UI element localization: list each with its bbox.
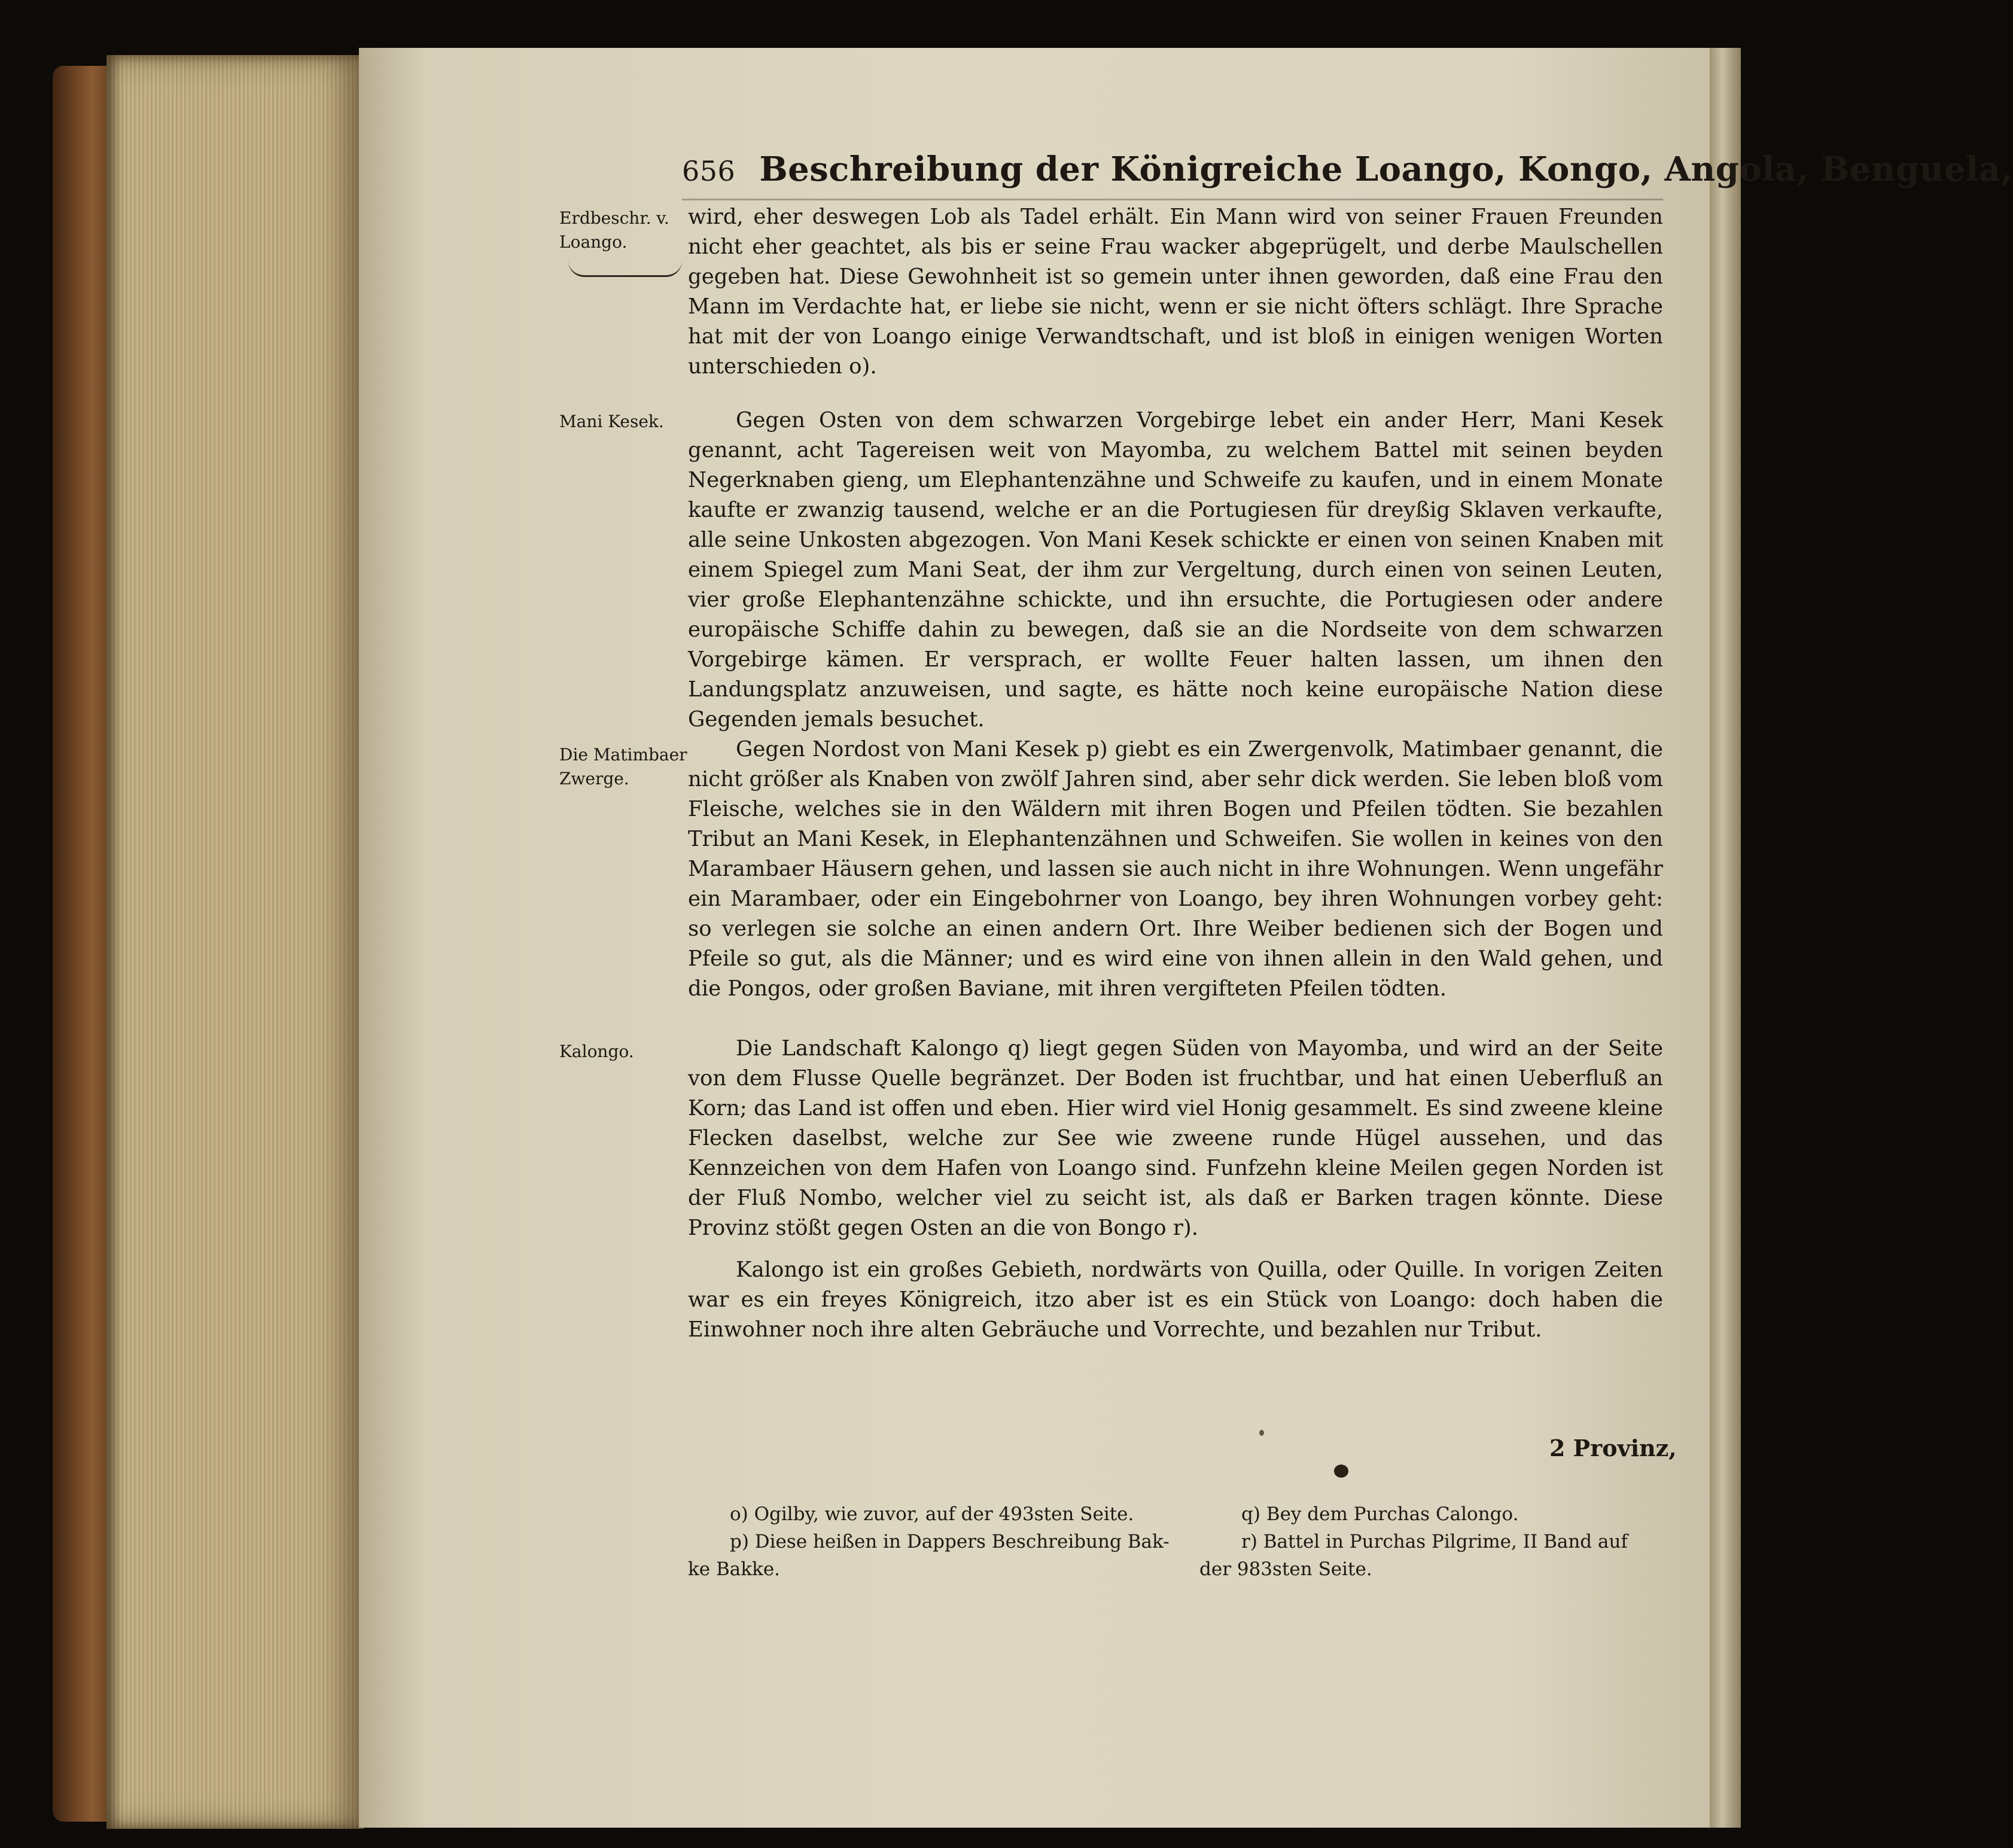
footnote-p-continued: ke Bakke. [688,1558,781,1580]
ink-speck [1259,1430,1264,1436]
marginal-note-matimbaer: Die Matimbaer Zwerge. [559,745,687,788]
paragraph-2: Gegen Osten von dem schwarzen Vorgebirge lebet ein ander Herr, Mani Kesek genannt, acht Tagereisen weit von Mayomba, zu welchem Battel mit seinen beyden Negerknaben gieng, um Elephantenzähne und Schweife zu kaufen, und in einem Monate kaufte er zwanzig tausend, welche er an die Portugiesen für dreyßig Sklaven verkaufte, alle seine Unkosten abgezogen. Von Mani Kesek schickte er einen von seinen Knaben mit einem Spiegel zum Mani Seat, der ihm zur Vergeltung, durch einen von seinen Leuten, vier große Elephantenzähne schickte, und ihn ersuchte, die Portugiesen oder andere europäische Schiffe dahin zu bewegen, daß sie an die Nordseite von dem schwarzen Vorgebirge kämen. Er versprach, er wollte Feuer halten lassen, um ihnen den Landungsplatz anzuweisen, und sagte, es hätte noch keine europäische Nation diese Gegenden jemals besuchet. [688,408,1663,732]
header-title: Beschreibung der Königreiche Loango, Kongo, Angola, Benguela, [759,150,2013,189]
marginal-note-mani-kesek: Mani Kesek. [559,412,664,431]
paragraph-4: Die Landschaft Kalongo q) liegt gegen Süden von Mayomba, und wird an der Seite von dem Flusse Quelle begränzet. Der Boden ist fruchtbar, und hat einen Ueberfluß an Korn; das Land ist offen und eben. Hier wird viel Honig gesammelt. Es sind zweene kleine Flecken daselbst, welche zur See wie zweene runde Hügel aussehen, und das Kennzeichen von dem Hafen von Loango sind. Funfzehn kleine Meilen gegen Norden ist der Fluß Nombo, welcher viel zu seicht ist, als daß er Barken tragen könnte. Diese Provinz stößt gegen Osten an die von Bongo r). [688,1036,1663,1240]
catchword: 2 Provinz, [1549,1435,1677,1462]
footnote-r-continued: der 983sten Seite. [1199,1558,1372,1580]
marginal-note-kalongo: Kalongo. [559,1042,634,1061]
page-block-edges [106,55,364,1829]
footnote-o: o) Ogilby, wie zuvor, auf der 493sten Seite. [730,1503,1134,1525]
footnote-r: r) Battel in Purchas Pilgrime, II Band auf [1241,1531,1628,1552]
running-header [682,150,2013,197]
paragraph-1: wird, eher deswegen Lob als Tadel erhält. Ein Mann wird von seiner Frauen Freunden nicht eher geachtet, als bis er seine Frau wacker abgeprügelt, und derbe Maulschellen gegeben hat. Diese Gewohnheit ist so gemein unter ihnen geworden, daß eine Frau den Mann im Verdachte hat, er liebe sie nicht, wenn er sie nicht öfters schlägt. Ihre Sprache hat mit der von Loango einige Verwandtschaft, und ist bloß in einigen wenigen Worten unterschieden o). [688,205,1663,379]
paragraph-5: Kalongo ist ein großes Gebieth, nordwärts von Quilla, oder Quille. In vorigen Zeiten war es ein freyes Königreich, itzo aber ist es ein Stück von Loango: doch haben die Einwohner noch ihre alten Gebräuche und Vorrechte, und bezahlen nur Tribut. [688,1258,1663,1342]
footnotes-left-column [688,1500,1178,1583]
header-rule [682,199,1663,200]
marginal-note-erdbeschr: Erdbeschr. v. Loango. [559,208,669,252]
footnotes-right-column [1199,1500,1678,1583]
footnote-p: p) Diese heißen in Dappers Beschreibung Bak- [730,1531,1170,1552]
marginal-brace [568,261,682,277]
paragraph-3: Gegen Nordost von Mani Kesek p) giebt es ein Zwergenvolk, Matimbaer genannt, die nicht größer als Knaben von zwölf Jahren sind, aber sehr dick werden. Sie leben bloß vom Fleische, welches sie in den Wäldern mit ihren Bogen und Pfeilen tödten. Sie bezahlen Tribut an Mani Kesek, in Elephantenzähnen und Schweifen. Sie wollen in keines von den Marambaer Häusern gehen, und lassen sie auch nicht in ihre Wohnungen. Wenn ungefähr ein Marambaer, oder ein Eingebohrner von Loango, bey ihren Wohnungen vorbey geht: so verlegen sie solche an einen andern Ort. Ihre Weiber bedienen sich der Bogen und Pfeile so gut, als die Männer; und es wird eine von ihnen allein in den Wald gehen, und die Pongos, oder großen Baviane, mit ihren vergifteten Pfeilen tödten. [688,737,1663,1001]
footnote-q: q) Bey dem Purchas Calongo. [1241,1503,1519,1525]
page-number: 656 [682,155,736,187]
ink-spot [1334,1465,1348,1478]
facing-page-edge [1710,48,1741,1828]
